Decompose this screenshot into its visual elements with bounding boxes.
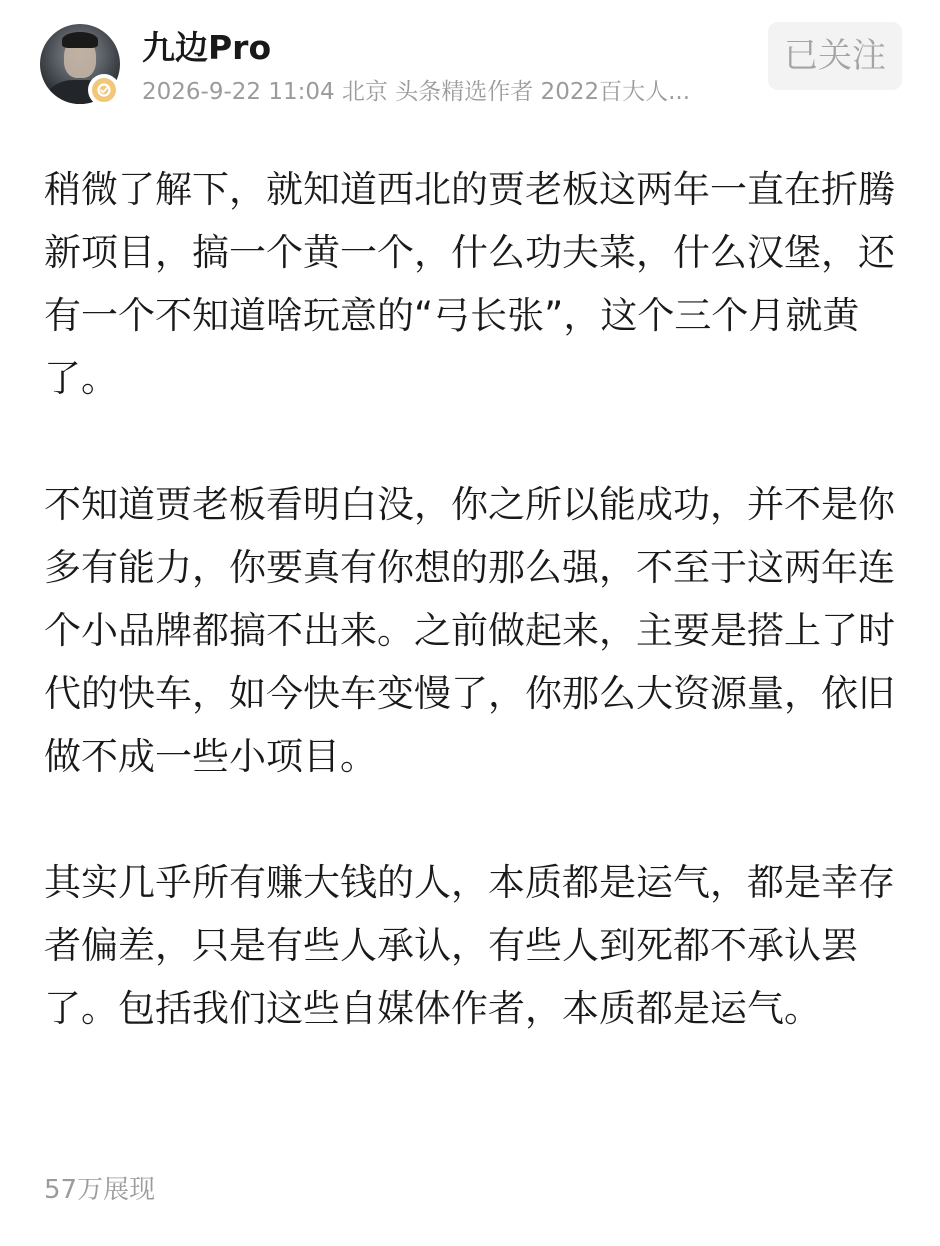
badge-mark-icon bbox=[96, 82, 112, 98]
author-name[interactable]: 九边Pro bbox=[142, 28, 272, 67]
verified-badge-ring bbox=[92, 78, 116, 102]
verified-badge-icon bbox=[88, 74, 120, 106]
post-paragraph-1: 稍微了解下，就知道西北的贾老板这两年一直在折腾新项目，搞一个黄一个，什么功夫菜，什么汉堡，还有一个不知道啥玩意的“弓长张”，这个三个月就黄了。 bbox=[44, 168, 895, 400]
follow-button[interactable]: 已关注 bbox=[768, 22, 902, 90]
post-header bbox=[0, 0, 940, 130]
avatar-hair bbox=[62, 32, 98, 48]
post-paragraph-3: 其实几乎所有赚大钱的人，本质都是运气，都是幸存者偏差，只是有些人承认，有些人到死都不承认罢了。包括我们这些自媒体作者，本质都是运气。 bbox=[44, 861, 895, 1030]
view-count: 57万展现 bbox=[44, 1175, 156, 1205]
post-body bbox=[44, 158, 904, 1103]
post-meta: 2026-9-22 11:04 北京 头条精选作者 2022百大人... bbox=[142, 79, 691, 105]
post-paragraph-2: 不知道贾老板看明白没，你之所以能成功，并不是你多有能力，你要真有你想的那么强，不至于这两年连个小品牌都搞不出来。之前做起来，主要是搭上了时代的快车，如今快车变慢了，你那么大资源量，依旧做不成一些小项目。 bbox=[44, 483, 895, 778]
